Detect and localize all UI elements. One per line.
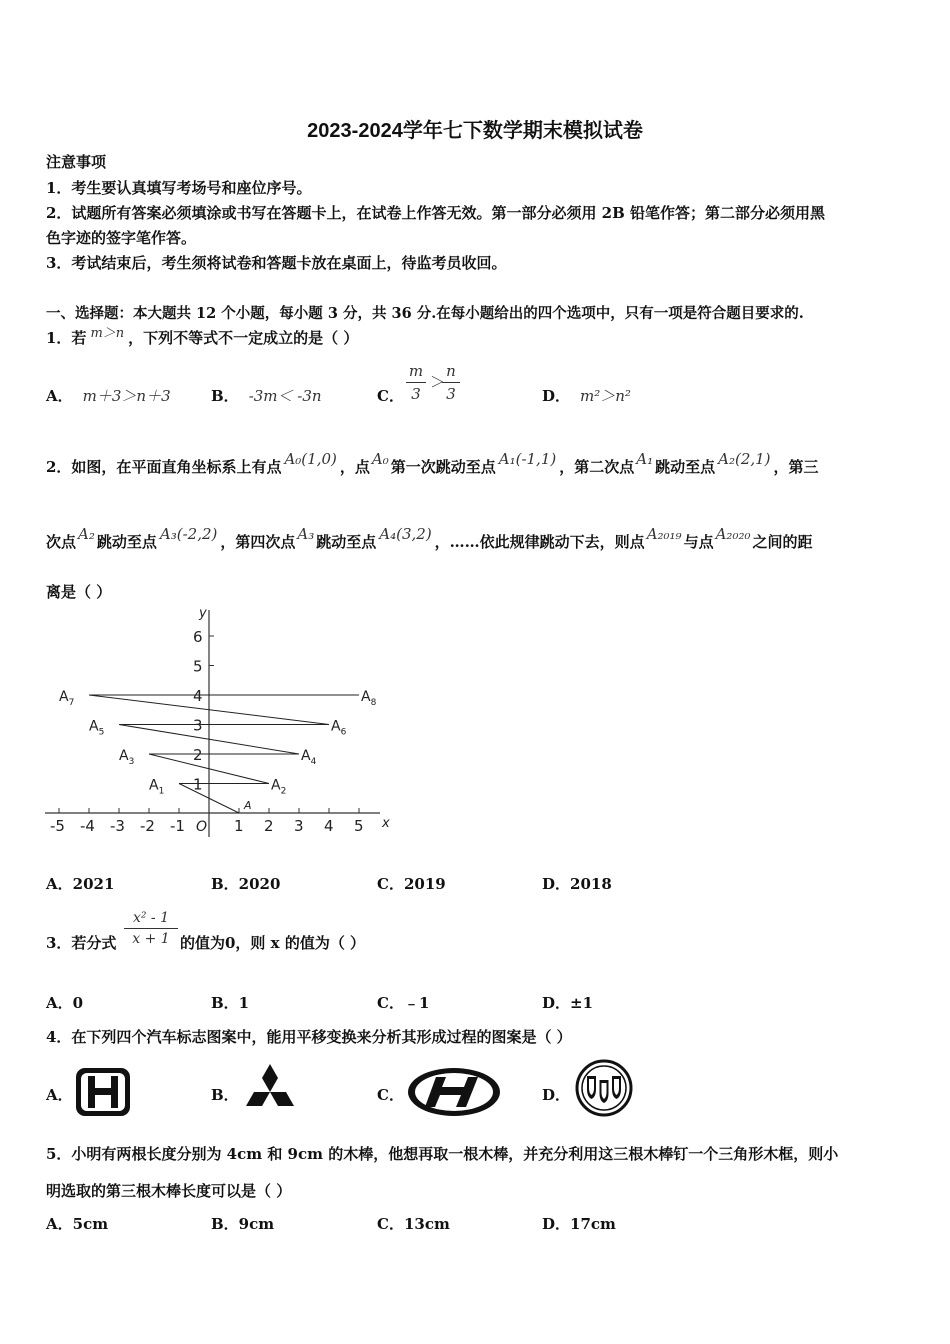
y-tick-label: 6 bbox=[193, 628, 203, 646]
q2-option-d[interactable]: D．2018 bbox=[542, 875, 612, 893]
x-tick-label: 4 bbox=[324, 817, 334, 835]
q4-option-a[interactable]: A． bbox=[46, 1086, 73, 1104]
q1-option-b[interactable]: B． -3m＜ -3n bbox=[211, 387, 322, 405]
point-label: $A_3$ bbox=[119, 748, 135, 767]
notice-item-1: 1．考生要认真填写考场号和座位序号。 bbox=[46, 179, 312, 197]
q2-option-a[interactable]: A．2021 bbox=[46, 875, 115, 893]
q3-option-c[interactable]: C．﹣1 bbox=[377, 994, 430, 1012]
section-heading: 一、选择题：本大题共 12 个小题，每小题 3 分，共 36 分.在每小题给出的四个选项中，只有一项是符合题目要求的. bbox=[46, 305, 804, 322]
x-tick-label: 2 bbox=[264, 817, 274, 835]
honda-logo bbox=[74, 1066, 132, 1118]
point-label: $A_2$ bbox=[271, 777, 287, 797]
q4-option-d[interactable]: D． bbox=[542, 1086, 571, 1104]
q5-option-d[interactable]: D．17cm bbox=[542, 1215, 616, 1233]
q1-option-a[interactable]: A． m＋3＞n＋3 bbox=[46, 387, 171, 405]
y-axis-label: y bbox=[199, 606, 207, 621]
x-tick-label: -2 bbox=[140, 817, 155, 835]
q2-line-3: 离是（ ） bbox=[46, 583, 112, 601]
q1-post: ，下列不等式不一定成立的是（ ） bbox=[128, 329, 359, 347]
y-tick-label: 2 bbox=[193, 746, 203, 764]
q1-stem bbox=[46, 327, 358, 348]
page-title: 2023-2024学年七下数学期末模拟试卷 bbox=[307, 120, 643, 142]
q1-c-fraction-1: m 3 bbox=[406, 362, 426, 403]
notice-heading: 注意事项 bbox=[46, 153, 107, 171]
x-tick-label: -5 bbox=[50, 817, 65, 835]
x-tick-label: 5 bbox=[354, 817, 364, 835]
origin-label: O bbox=[196, 819, 208, 835]
point-label: $A_7$ bbox=[59, 689, 75, 708]
q1-c-fraction-2: n 3 bbox=[442, 362, 460, 403]
q3-option-b[interactable]: B．1 bbox=[211, 994, 250, 1012]
point-label: $A_8$ bbox=[361, 689, 377, 708]
q4-stem: 4．在下列四个汽车标志图案中，能用平移变换来分析其形成过程的图案是（ ） bbox=[46, 1028, 572, 1046]
y-tick-label: 4 bbox=[193, 687, 203, 705]
point-a3: A₃(-2,2) bbox=[159, 525, 218, 543]
q1-option-c[interactable]: C． bbox=[377, 387, 404, 405]
q3-fraction: x² - 1 x + 1 bbox=[124, 910, 178, 947]
buick-logo bbox=[574, 1059, 634, 1117]
q2-line-2: 次点 A₂ 跳动至点 A₃(-2,2) ，第四次点 A₃ 跳动至点 A₄(3,2) ，……依此规律跳动下去，则点 A₂₀₁₉ 与点 A₂₀₂₀ 之间的距 bbox=[46, 525, 813, 551]
x-tick-label: -4 bbox=[80, 817, 95, 835]
q3-pre: 3．若分式 bbox=[46, 934, 117, 952]
q1-option-d[interactable]: D． m²＞n² bbox=[542, 387, 631, 405]
point-a1: A₁(-1,1) bbox=[498, 450, 557, 468]
q4-option-b[interactable]: B． bbox=[211, 1086, 239, 1104]
q1-condition: m＞n bbox=[90, 326, 125, 341]
coordinate-graph bbox=[40, 605, 400, 845]
y-tick-label: 1 bbox=[193, 775, 203, 794]
notice-item-2-cont: 色字迹的签字笔作答。 bbox=[46, 229, 197, 247]
point-a2020: A₂₀₂₀ bbox=[715, 525, 751, 543]
q1-c-operator: ＞ bbox=[430, 373, 446, 391]
x-tick-label: 3 bbox=[294, 817, 304, 835]
hyundai-logo bbox=[406, 1066, 502, 1118]
x-tick-label: -1 bbox=[170, 817, 185, 835]
q5-line-1: 5．小明有两根长度分别为 4cm 和 9cm 的木棒，他想再取一根木棒，并充分利用这三根木棒钉一个三角形木框，则小 bbox=[46, 1145, 839, 1163]
notice-item-2: 2．试题所有答案必须填涂或书写在答题卡上，在试卷上作答无效。第一部分必须用 2B 铅笔作答；第二部分必须用黑 bbox=[46, 204, 826, 222]
point-label: A bbox=[244, 799, 252, 812]
q2-option-c[interactable]: C．2019 bbox=[377, 875, 446, 893]
notice-item-3: 3．考试结束后，考生须将试卷和答题卡放在桌面上，待监考员收回。 bbox=[46, 254, 507, 272]
y-tick-label: 5 bbox=[193, 657, 203, 676]
x-tick-label: 1 bbox=[234, 817, 244, 835]
q5-line-2: 明选取的第三根木棒长度可以是（ ） bbox=[46, 1182, 292, 1200]
q5-option-b[interactable]: B．9cm bbox=[211, 1215, 275, 1233]
q3-post: 的值为0，则 x 的值为（ ） bbox=[180, 934, 366, 952]
point-a0: A₀(1,0) bbox=[284, 450, 337, 468]
point-label: $A_5$ bbox=[89, 718, 105, 738]
point-label: $A_6$ bbox=[331, 718, 347, 738]
point-label: $A_1$ bbox=[149, 777, 165, 797]
q4-option-c[interactable]: C． bbox=[377, 1086, 404, 1104]
q5-option-a[interactable]: A．5cm bbox=[46, 1215, 109, 1233]
point-label: $A_4$ bbox=[301, 748, 317, 767]
point-a2019: A₂₀₁₉ bbox=[646, 525, 682, 543]
q5-option-c[interactable]: C．13cm bbox=[377, 1215, 450, 1233]
x-tick-label: -3 bbox=[110, 817, 125, 835]
point-a4: A₄(3,2) bbox=[379, 525, 432, 543]
q2-line-1: 2．如图，在平面直角坐标系上有点 A₀(1,0) ，点 A₀ 第一次跳动至点 A₁(-1,1) ，第二次点 A₁ 跳动至点 A₂(2,1) ，第三 bbox=[46, 450, 819, 476]
point-a2: A₂(2,1) bbox=[718, 450, 771, 468]
y-tick-label: 3 bbox=[193, 716, 203, 735]
q2-option-b[interactable]: B．2020 bbox=[211, 875, 281, 893]
q1-pre: 1．若 bbox=[46, 329, 87, 347]
x-axis-label: x bbox=[382, 816, 390, 831]
q3-option-a[interactable]: A．0 bbox=[46, 994, 84, 1012]
mitsubishi-logo bbox=[240, 1062, 300, 1118]
q3-option-d[interactable]: D．±1 bbox=[542, 994, 594, 1012]
